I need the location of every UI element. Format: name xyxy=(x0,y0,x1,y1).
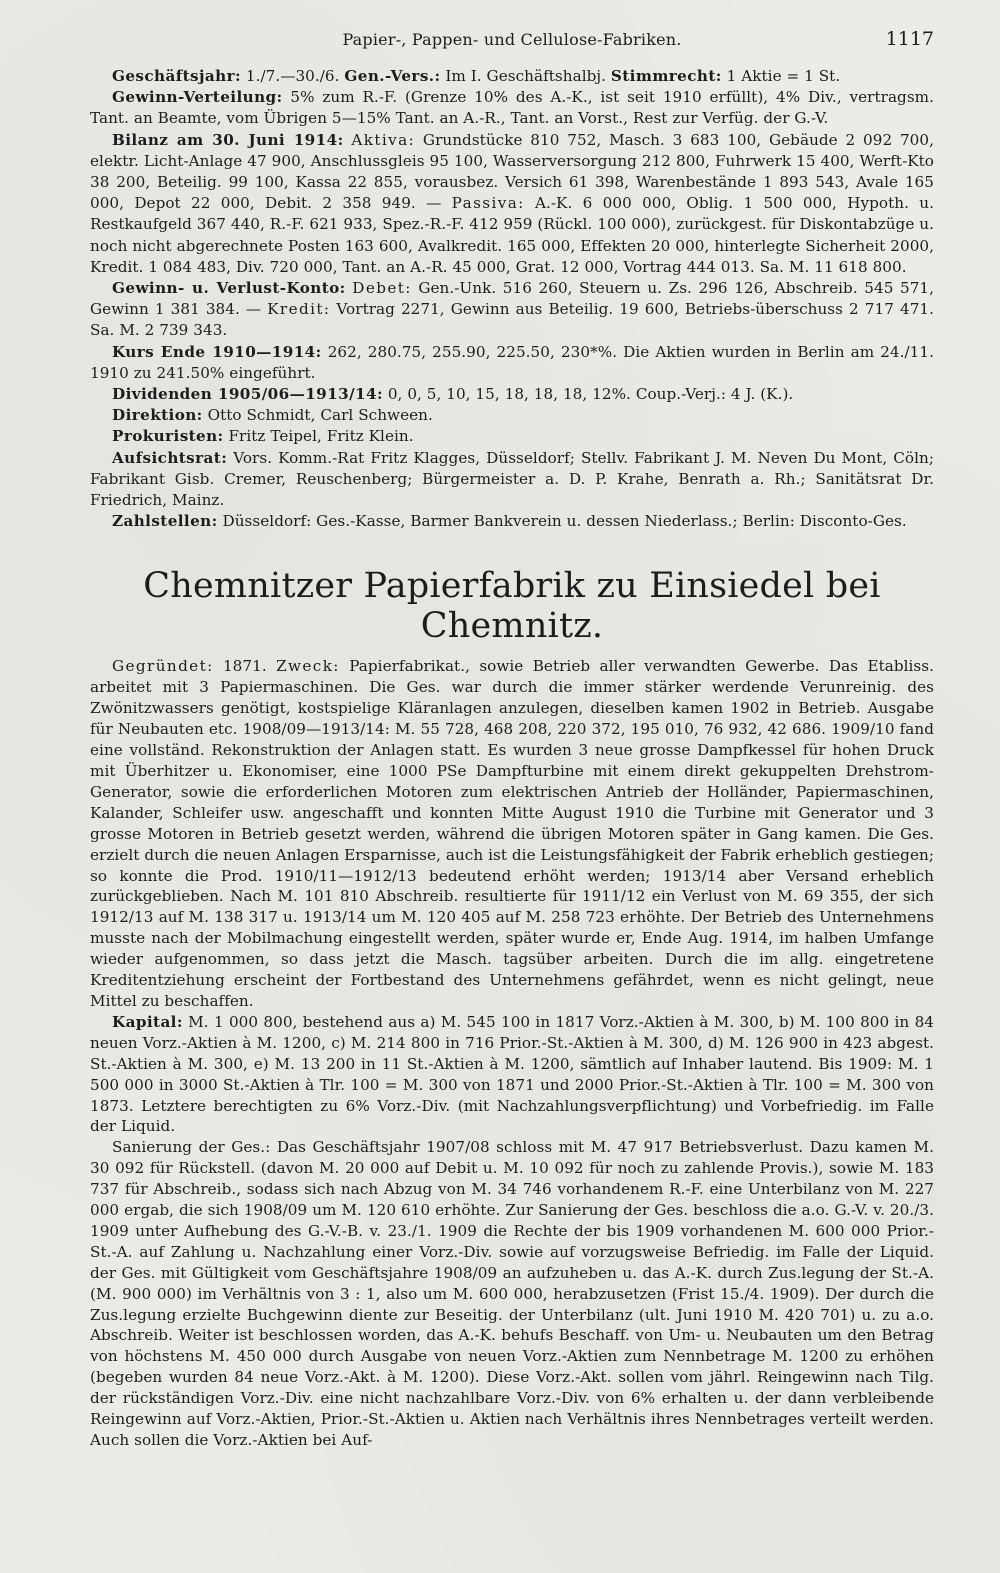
management-paragraph xyxy=(90,405,934,426)
authorized-officers-paragraph xyxy=(90,426,934,447)
share-price-text: 262, 280.75, 255.90, 225.50, 230*%. Die Aktien wurden in Berlin am 24./11. 1910 zu 241.50% eingeführt. xyxy=(90,342,934,382)
assets-label: Aktiva: xyxy=(351,130,416,149)
restructuring-paragraph: Sanierung der Ges.: Das Geschäftsjahr 1907/08 schloss mit M. 47 917 Betriebsverlust. Dazu kamen M. 30 092 für Rückstell. (davon M. 20 000 auf Debit u. M. 10 092 für noch zu zahlende Provis.), sowie M. 183 737 für Abschreib., sodass sich nach Abzug von M. 34 746 vorhandenem R.-F. eine Unterbilanz von M. 227 000 ergab, die sich 1908/09 um M. 120 610 erhöhte. Zur Sanierung der Ges. beschloss die a.o. G.-V. v. 20./3. 1909 unter Aufhebung des G.-V.-B. v. 23./1. 1909 die Rechte der bis 1909 vorhandenen M. 600 000 Prior.-St.-A. auf Zahlung u. Nachzahlung einer Vorz.-Div. sowie auf vorzugsweise Befriedig. im Falle der Liquid. der Ges. mit Gültigkeit vom Geschäftsjahre 1908/09 an aufzuheben u. das A.-K. durch Zus.legung der St.-A. (M. 900 000) im Verhältnis von 3 : 1, also um M. 600 000, herabzusetzen (Frist 15./4. 1909). Der durch die Zus.legung erzielte Buchgewinn diente zur Beseitig. der Unterbilanz (ult. Juni 1910 M. 420 701) u. zu a.o. Abschreib. Weiter ist beschlossen worden, das A.-K. behufs Beschaff. von Um- u. Neubauten um den Betrag von höchstens M. 450 000 durch Ausgabe von neuen Vorz.-Aktien zum Nennbetrage M. 1200 zu erhöhen (begeben wurden 84 neue Vorz.-Akt. à M. 1200). Diese Vorz.-Akt. sollen vom jährl. Reingewinn nach Tilg. der rückständigen Vorz.-Div. eine nicht nachzahlbare Vorz.-Div. von 6% erhalten u. der dann verbleibende Reingewinn auf Vorz.-Aktien, Prior.-St.-Aktien u. Aktien nach Verhältnis ihres Nennbetrages verteilt werden. Auch sollen die Vorz.-Aktien bei Auf- xyxy=(90,1138,934,1449)
founded-purpose-paragraph xyxy=(90,656,934,1011)
liabilities-text: A.-K. 6 000 000, Oblig. 1 500 000, Hypoth. u. Restkaufgeld 367 440, R.-F. 621 933, Spez.-R.-F. 412 959 (Rückl. 100 000), zurückgest. für Diskontabzüge u. noch nicht abgerechnete Posten 163 600, Avalkredit. 165 000, Effekten 20 000, hinterlegte Sicherheit 2000, Kredit. 1 084 483, Div. 720 000, Tant. an A.-R. 45 000, Grat. 12 000, Vortrag 444 013. Sa. M. 11 618 800. xyxy=(90,194,935,276)
page-header xyxy=(90,30,934,58)
profit-loss-label: Gewinn- u. Verlust-Konto: xyxy=(112,279,346,298)
paying-agents-text: Düsseldorf: Ges.-Kasse, Barmer Bankverein u. dessen Niederlass.; Berlin: Disconto-Ges. xyxy=(217,512,907,531)
previous-company-entry xyxy=(90,66,934,532)
liabilities-label: Passiva: xyxy=(451,194,525,213)
profit-distribution-paragraph xyxy=(90,87,934,129)
share-price-paragraph xyxy=(90,342,934,384)
authorized-officers-text: Fritz Teipel, Fritz Klein. xyxy=(223,427,414,446)
supervisory-board-text: Vors. Komm.-Rat Fritz Klagges, Düsseldorf; Stellv. Fabrikant J. M. Neven Du Mont, Cöln; Fabrikant Gisb. Cremer, Reuschenberg; Bürgermeister a. D. P. Krahe, Benrath a. Rh.; Sanitätsrat Dr. Friedrich, Mainz. xyxy=(90,448,934,510)
credit-label: Kredit: xyxy=(267,300,331,319)
fiscal-meeting-voting-paragraph xyxy=(90,66,934,87)
page-number: 1117 xyxy=(885,28,934,50)
management-text: Otto Schmidt, Carl Schween. xyxy=(202,406,433,425)
balance-sheet-label: Bilanz am 30. Juni 1914: xyxy=(112,130,344,149)
fiscal-year-label: Geschäftsjahr: xyxy=(112,67,241,85)
chemnitzer-papierfabrik-entry xyxy=(90,656,934,1450)
authorized-officers-label: Prokuristen: xyxy=(112,427,224,446)
capital-label: Kapital: xyxy=(112,1012,183,1031)
profit-distribution-text: 5% zum R.-F. (Grenze 10% des A.-K., ist seit 1910 erfüllt), 4% Div., vertragsm. Tant. an Beamte, vom Übrigen 5—15% Tant. an A.-R., Tant. an Vorst., Rest zur Verfüg. der G.-V. xyxy=(90,88,934,128)
dividends-paragraph xyxy=(90,384,934,405)
profit-loss-paragraph xyxy=(90,278,934,342)
debit-text: Gen.-Unk. 516 260, Steuern u. Zs. 296 126, Abschreib. 545 571, Gewinn 1 381 384. — xyxy=(90,279,934,319)
capital-text: M. 1 000 800, bestehend aus a) M. 545 100 in 1817 Vorz.-Aktien à M. 300, b) M. 100 800 in 84 neuen Vorz.-Aktien à M. 1200, c) M. 214 800 in 716 Prior.-St.-Aktien à M. 300, d) M. 126 900 in 423 abgest. St.-Aktien à M. 300, e) M. 13 200 in 11 St.-Aktien à M. 1200, sämtlich auf Inhaber lautend. Bis 1909: M. 1 500 000 in 3000 St.-Aktien à Tlr. 100 = M. 300 von 1871 und 2000 Prior.-St.-Aktien à Tlr. 100 = M. 300 von 1873. Letztere berechtigten zu 6% Vorz.-Div. (mit Nachzahlungsverpflichtung) und Vorbefriedig. im Falle der Liquid. xyxy=(90,1012,934,1136)
credit-text: Vortrag 2271, Gewinn aus Beteilig. 19 600, Betriebs-überschuss 2 717 471. Sa. M. 2 739 343. xyxy=(90,300,934,340)
company-title: Chemnitzer Papierfabrik zu Einsiedel bei Chemnitz. xyxy=(143,566,881,647)
general-meeting-text: Im I. Geschäftshalbj. xyxy=(440,67,611,85)
supervisory-board-paragraph xyxy=(90,448,934,512)
purpose-text: Papierfabrikat., sowie Betrieb aller verwandten Gewerbe. Das Etabliss. arbeitet mit 3 Papiermaschinen. Die Ges. war durch die immer stärker werdende Verunreinig. des Zwönitzwassers genötigt, kostspielige Kläranlagen anzulegen, dieselben kamen 1902 in Betrieb. Ausgabe für Neubauten etc. 1908/09—1913/14: M. 55 728, 468 208, 220 372, 195 010, 76 932, 42 686. 1909/10 fand eine vollständ. Rekonstruktion der Anlagen statt. Es wurden 3 neue grosse Dampfkessel für hohen Druck mit Überhitzer u. Ekonomiser, eine 1000 PSe Dampfturbine mit einem direkt gekuppelten Drehstrom-Generator, sowie die erforderlichen Motoren zum elektrischen Antrieb der Holländer, Papiermaschinen, Kalander, Schleifer usw. angeschafft und konnten Mitte August 1910 die Turbine mit Generator und 3 grosse Motoren in Betrieb gesetzt werden, während die übrigen Motoren später in Gang kamen. Die Ges. erzielt durch die neuen Anlagen Ersparnisse, auch ist die Leistungsfähigkeit der Fabrik erheblich gestiegen; so konnte die Prod. 1910/11—1912/13 bedeutend erhöht werden; 1913/14 aber Versand erheblich zurückgeblieben. Nach M. 101 810 Abschreib. resultierte für 1911/12 ein Verlust von M. 69 355, der sich 1912/13 auf M. 138 317 u. 1913/14 um M. 120 405 auf M. 258 723 erhöhte. Der Betrieb des Unternehmens musste nach der Mobilmachung eingestellt werden, später wurde er, Ende Aug. 1914, im halben Umfange wieder aufgenommen, so dass jetzt die Masch. tagsüber arbeiten. Durch die im allg. eingetretene Kreditentziehung erscheint der Fortbestand des Unternehmens gefährdet, wenn es nicht gelingt, neue Mittel zu beschaffen. xyxy=(90,657,934,1010)
fiscal-year-text: 1./7.—30./6. xyxy=(241,67,345,85)
voting-right-label: Stimmrecht: xyxy=(610,67,722,85)
founded-text: 1871. xyxy=(213,657,277,676)
paying-agents-label: Zahlstellen: xyxy=(112,512,218,531)
purpose-label: Zweck: xyxy=(276,657,340,676)
founded-label: Gegründet: xyxy=(112,657,214,676)
assets-text: Grundstücke 810 752, Masch. 3 683 100, Gebäude 2 092 700, elektr. Licht-Anlage 47 900, Anschlussgleis 95 100, Wasserversorgung 212 800, Fuhrwerk 15 400, Werft-Kto 38 200, Beteilig. 99 100, Kassa 22 855, vorausbez. Versich 61 398, Warenbestände 1 893 543, Avale 165 000, Depot 22 000, Debit. 2 358 949. — xyxy=(90,130,934,213)
paying-agents-paragraph xyxy=(90,511,934,532)
supervisory-board-label: Aufsichtsrat: xyxy=(112,448,228,467)
running-head: Papier-, Pappen- und Cellulose-Fabriken. xyxy=(342,30,682,49)
voting-right-text: 1 Aktie = 1 St. xyxy=(721,67,841,85)
profit-distribution-label: Gewinn-Verteilung: xyxy=(112,88,283,107)
dividends-text: 0, 0, 5, 10, 15, 18, 18, 18, 12%. Coup.-Verj.: 4 J. (K.). xyxy=(382,385,794,404)
management-label: Direktion: xyxy=(112,406,203,425)
debit-label: Debet: xyxy=(352,279,412,298)
share-price-label: Kurs Ende 1910—1914: xyxy=(112,342,322,361)
balance-sheet-paragraph xyxy=(90,130,934,278)
general-meeting-label: Gen.-Vers.: xyxy=(344,67,441,85)
dividends-label: Dividenden 1905/06—1913/14: xyxy=(112,385,383,404)
capital-paragraph xyxy=(90,1012,934,1137)
